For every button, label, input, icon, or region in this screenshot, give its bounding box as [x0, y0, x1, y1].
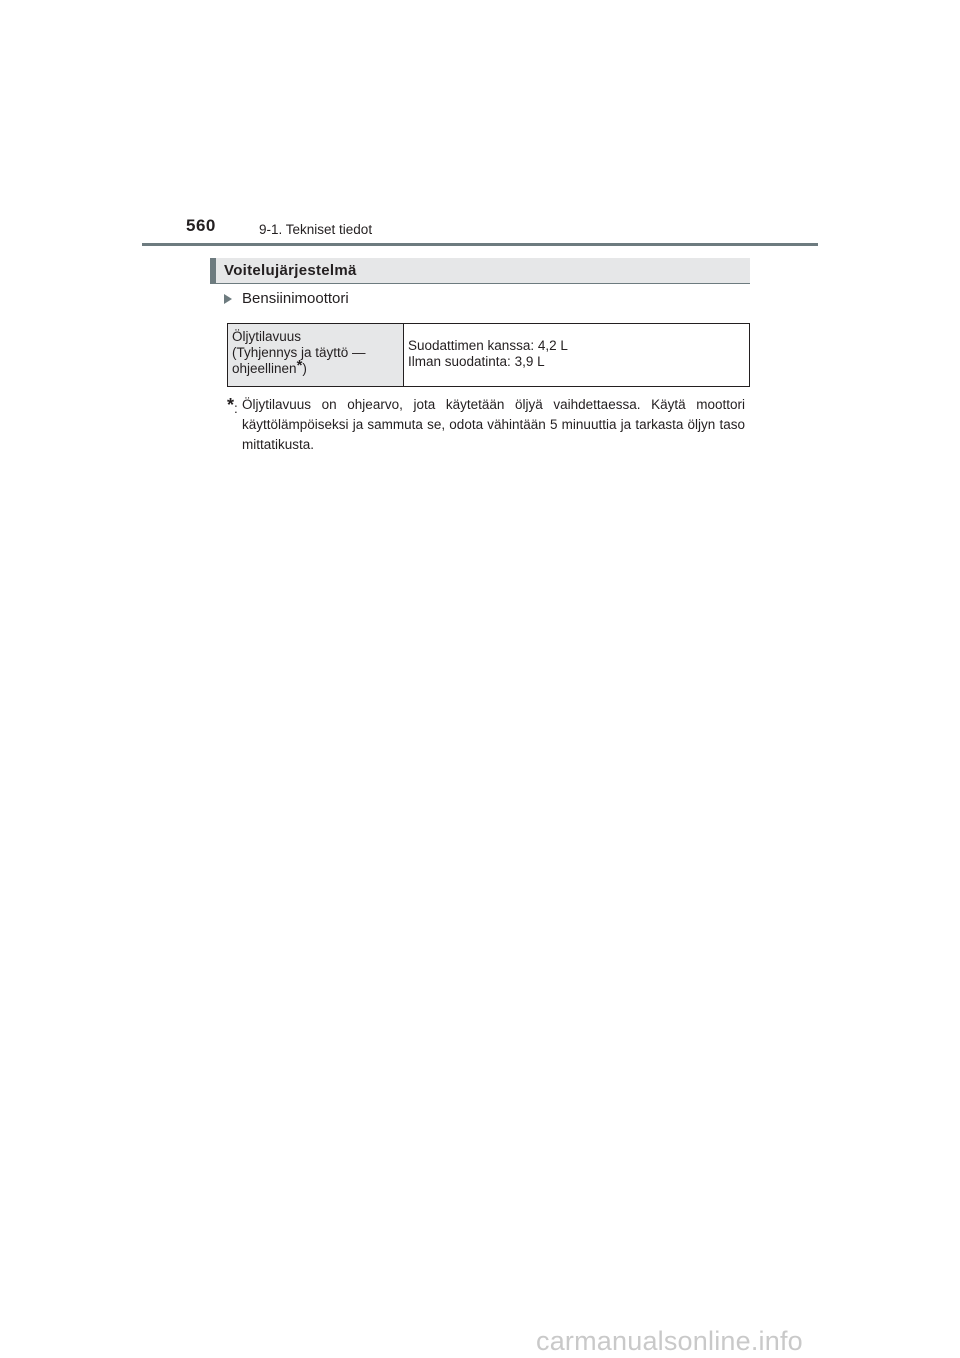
- label-close-paren: ): [302, 361, 307, 376]
- heading-bar: [210, 258, 750, 284]
- table-value-cell: [404, 324, 750, 387]
- subheading: [224, 290, 349, 307]
- label-line-1: Öljytilavuus: [232, 329, 302, 344]
- value-line-1: Suodattimen kanssa: 4,2 L: [408, 338, 568, 353]
- footnote-colon: :: [234, 401, 238, 416]
- table-row: [228, 324, 750, 387]
- footnote: [227, 395, 745, 455]
- section-title: 9-1. Tekniset tiedot: [259, 222, 373, 237]
- watermark: carmanualsonline.info: [536, 1326, 803, 1356]
- label-line-3: [232, 357, 399, 377]
- label-line-3-text: ohjeellinen: [232, 361, 297, 376]
- footnote-star-ref: *: [296, 357, 303, 374]
- table-label-cell: [228, 324, 404, 387]
- heading-accent: [210, 258, 216, 283]
- triangle-arrow-icon: [224, 294, 232, 304]
- subheading-text: Bensiinimoottori: [242, 290, 349, 307]
- label-line-2: (Tyhjennys ja täyttö —: [232, 345, 366, 360]
- heading-title: Voitelujärjestelmä: [224, 262, 357, 279]
- footnote-star: *: [227, 395, 235, 415]
- header-rule: [142, 243, 818, 246]
- spec-table: [227, 323, 750, 387]
- footnote-text: Öljytilavuus on ohjearvo, jota käytetään öljyä vaihdettaessa. Käytä moottori käyttölämpöiseksi ja sammuta se, odota vähintään 5 minuuttia ja tarkasta öljyn taso mittatikusta.: [242, 397, 745, 452]
- page-number: 560: [186, 216, 216, 235]
- value-line-2: Ilman suodatinta: 3,9 L: [408, 354, 545, 369]
- footnote-marker: [227, 395, 241, 419]
